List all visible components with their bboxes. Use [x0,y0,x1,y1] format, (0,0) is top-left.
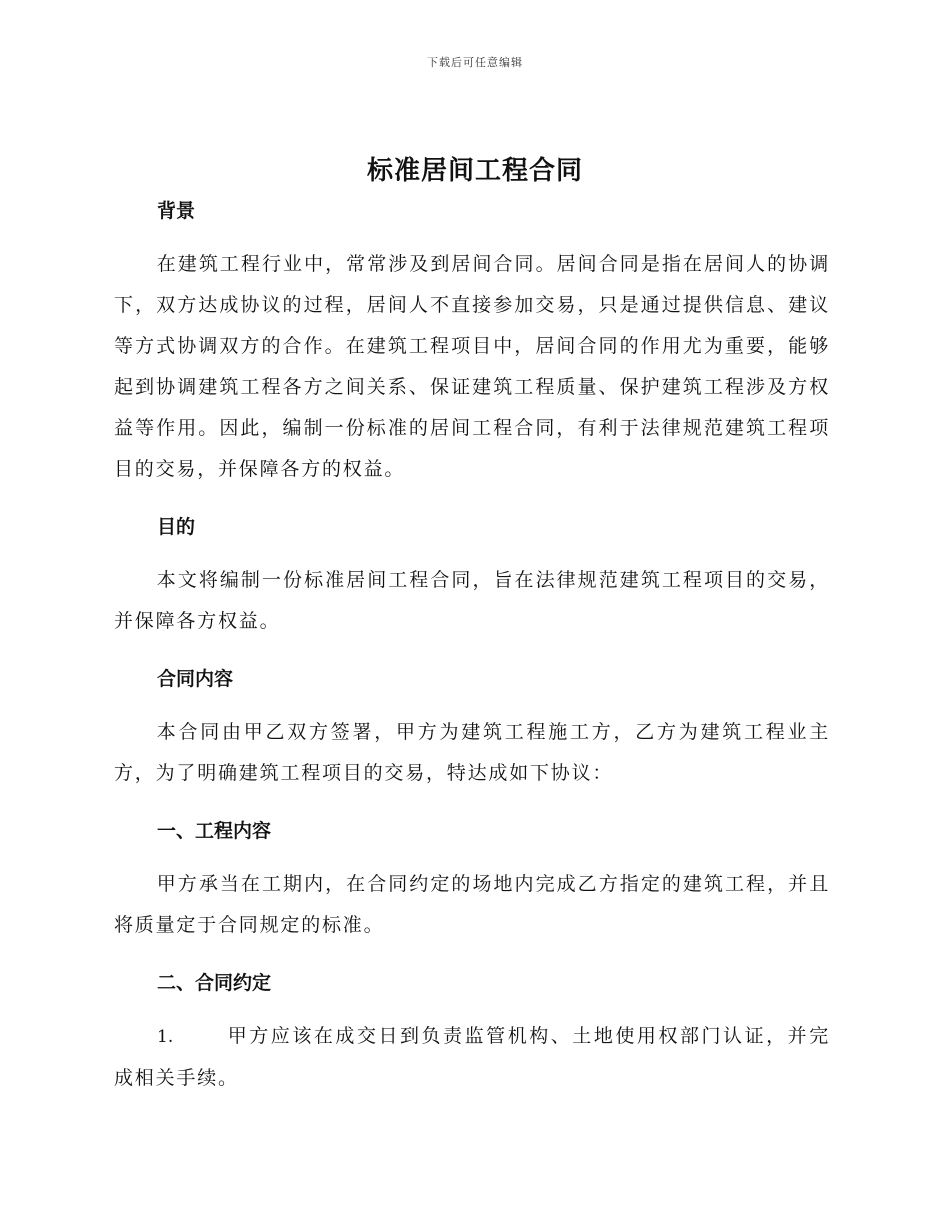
document-title: 标准居间工程合同 [366,156,583,186]
agreement-item-text: 甲方应该在成交日到负责监管机构、土地使用权部门认证，并完成相关手续。 [114,1025,830,1089]
page-header-note: 下载后可任意编辑 [427,56,523,69]
document-body [114,192,830,1099]
project-content-paragraph: 甲方承当在工期内，在合同约定的场地内完成乙方指定的建筑工程，并且将质量定于合同规定的标准。 [114,873,830,936]
agreement-item-number: 1. [157,1027,174,1047]
background-paragraph: 在建筑工程行业中，常常涉及到居间合同。居间合同是指在居间人的协调下，双方达成协议的过程，居间人不直接参加交易，只是通过提供信息、建议等方式协调双方的合作。在建筑工程项目中，居间合同的作用尤为重要，能够起到协调建筑工程各方之间关系、保证建筑工程质量、保护建筑工程涉及方权益等作用。因此，编制一份标准的居间工程合同，有利于法律规范建筑工程项目的交易，并保障各方的权益。 [114,253,830,480]
section-heading-contract-content: 合同内容 [157,668,234,690]
section-heading-purpose: 目的 [157,516,196,538]
purpose-paragraph: 本文将编制一份标准居间工程合同，旨在法律规范建筑工程项目的交易，并保障各方权益。 [114,569,830,632]
contract-content-paragraph: 本合同由甲乙双方签署，甲方为建筑工程施工方，乙方为建筑工程业主方，为了明确建筑工程项目的交易，特达成如下协议： [114,721,830,784]
section-heading-project-content: 一、工程内容 [157,820,272,842]
section-heading-background: 背景 [157,200,196,222]
agreement-item [114,1016,830,1099]
section-heading-agreement: 二、合同约定 [157,972,272,994]
